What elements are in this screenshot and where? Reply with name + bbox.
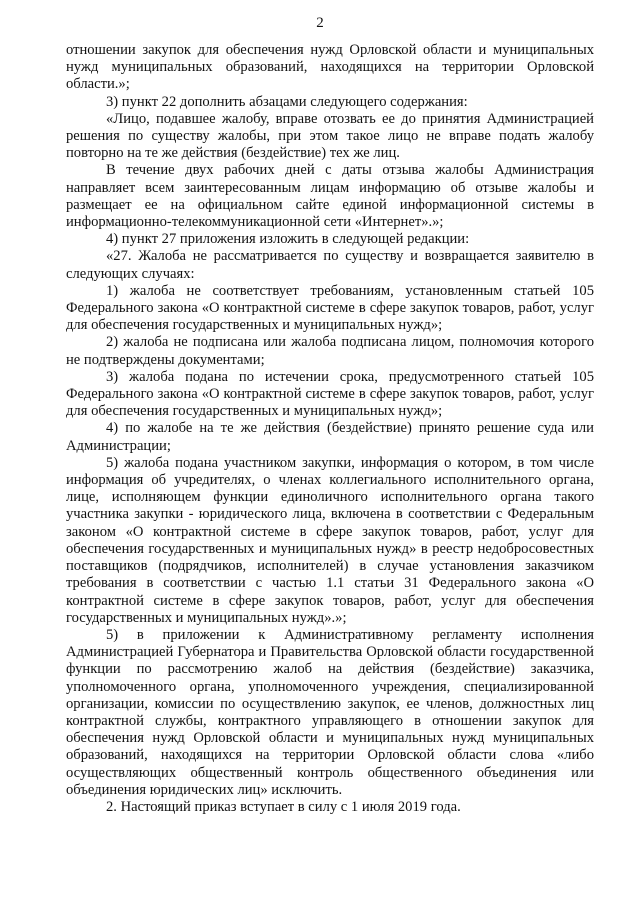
paragraph-notification: В течение двух рабочих дней с даты отзыва жалобы Администрация направляет всем заинтересованным лицам информацию об отзыве жалобы и размещает ее на официальном сайте единой информационной системы в информационно-телекоммуникационной сети «Интернет».»;: [66, 162, 594, 231]
paragraph-continuation: отношении закупок для обеспечения нужд Орловской области и муниципальных нужд муниципальных образований, находящихся на территории Орловской области.»;: [66, 42, 594, 93]
paragraph-item-4: 4) пункт 27 приложения изложить в следующей редакции:: [106, 231, 470, 248]
document-body: [66, 42, 594, 816]
paragraph-item-5-appendix: 5) в приложении к Административному регламенту исполнения Администрацией Губернатора и Правительства Орловской области государственной функции по рассмотрению жалоб на действия (бездействие) заказчика, уполномоченного органа, уполномоченного учреждения, специализированной организации, комиссии по осуществлению закупок, ее членов, должностных лиц контрактной службы, контрактного управляющего в отношении закупок для обеспечения нужд Орловской области и муниципальных нужд муниципальных образований, находящихся на территории Орловской области слова «либо осуществляющих общественный контроль общественного объединения или объединения юридических лиц» исключить.: [66, 626, 594, 798]
list-item-5: 5) жалоба подана участником закупки, информация о котором, в том числе информация об учредителях, о членах коллегиального исполнительного органа, лице, исполняющем функции единоличного исполнительного органа такого участника закупки - юридического лица, включена в соответствии с Федеральным законом «О контрактной системе в сфере закупок товаров, работ, услуг для обеспечения государственных и муниципальных нужд» в реестр недобросовестных поставщиков (подрядчиков, исполнителей) в случае установления заказчиком требования в соответствии с частью 1.1 статьи 31 Федерального закона «О контрактной системе в сфере закупок товаров, работ, услуг для обеспечения государственных и муниципальных нужд».»;: [66, 454, 594, 626]
page-number: 2: [316, 15, 324, 31]
list-item-4: 4) по жалобе на те же действия (бездействие) принято решение суда или Администрации;: [66, 420, 594, 454]
paragraph-effective-date: 2. Настоящий приказ вступает в силу с 1 июля 2019 года.: [106, 798, 461, 815]
paragraph-clause-27: «27. Жалоба не рассматривается по существу и возвращается заявителю в следующих случаях:: [66, 248, 594, 282]
list-item-1: 1) жалоба не соответствует требованиям, установленным статьей 105 Федерального закона «О контрактной системе в сфере закупок товаров, работ, услуг для обеспечения государственных и муниципальных нужд»;: [66, 282, 594, 334]
list-item-3: 3) жалоба подана по истечении срока, предусмотренного статьей 105 Федерального закона «О контрактной системе в сфере закупок товаров, работ, услуг для обеспечения государственных и муниципальных нужд»;: [66, 368, 594, 420]
paragraph-item-3: 3) пункт 22 дополнить абзацами следующего содержания:: [106, 93, 468, 110]
list-item-2: 2) жалоба не подписана или жалоба подписана лицом, полномочия которого не подтверждены документами;: [66, 334, 594, 368]
paragraph-withdrawal: «Лицо, подавшее жалобу, вправе отозвать ее до принятия Администрацией решения по существу жалобы, при этом такое лицо не вправе подать жалобу повторно на те же действия (бездействие) тех же лиц.: [66, 110, 594, 162]
